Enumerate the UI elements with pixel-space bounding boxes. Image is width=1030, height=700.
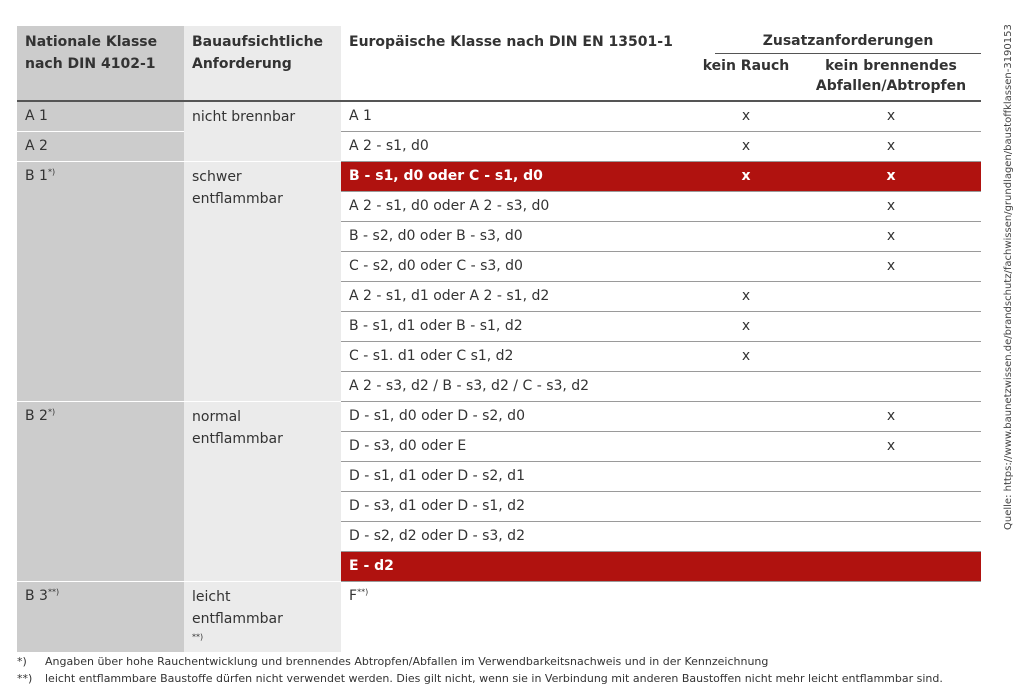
header-national-class: Nationale Klasse nach DIN 4102-1 (17, 26, 184, 101)
no-smoke-mark (691, 522, 801, 552)
footnote-1-mark: *) (17, 655, 27, 668)
no-dripping-mark: x (801, 252, 981, 282)
no-dripping-mark: x (801, 132, 981, 162)
no-smoke-mark (691, 222, 801, 252)
no-dripping-mark: x (801, 222, 981, 252)
national-class-cell (17, 102, 184, 132)
national-class: A 1 (25, 108, 48, 124)
no-dripping-mark (801, 372, 981, 402)
table-row (17, 132, 981, 162)
national-class: A 2 (25, 138, 48, 154)
source-note: Quelle: https://www.baunetzwissen.de/brandschutz/fachwissen/grundlagen/baustoffklassen-3190153 (1003, 24, 1014, 530)
header-european-class: Europäische Klasse nach DIN EN 13501-1 (349, 34, 673, 50)
european-class: C - s1. d1 oder C s1, d2 (349, 348, 514, 364)
no-smoke-mark: x (691, 162, 801, 192)
no-smoke-mark (691, 252, 801, 282)
footnote-1-text: Angaben über hohe Rauchentwicklung und brennendes Abtropfen/Abfallen im Verwendbarkeitsnachweis und in der Kennzeichnung (45, 655, 769, 668)
no-dripping-mark (801, 522, 981, 552)
footnote-marker: **) (47, 587, 60, 597)
no-dripping-mark (801, 492, 981, 522)
european-class-cell (341, 222, 691, 252)
european-class-cell (341, 552, 691, 582)
header-no-smoke: kein Rauch (702, 58, 790, 75)
national-class: B 3 (25, 588, 48, 604)
national-class-cell (17, 162, 184, 402)
no-smoke-mark (691, 192, 801, 222)
footnote-marker: *) (47, 407, 56, 417)
no-smoke-mark (691, 372, 801, 402)
national-class: B 1 (25, 168, 48, 184)
no-dripping-mark (801, 342, 981, 372)
european-class: D - s3, d1 oder D - s1, d2 (349, 498, 525, 514)
header-additional-requirements: Zusatzanforderungen (715, 26, 981, 54)
requirement-line: nicht brennbar (192, 109, 296, 125)
european-class: C - s2, d0 oder C - s3, d0 (349, 258, 523, 274)
footnote-2-mark: **) (17, 672, 33, 685)
european-class: D - s3, d0 oder E (349, 438, 467, 454)
footnote-marker: **) (357, 587, 369, 597)
european-class: D - s1, d1 oder D - s2, d1 (349, 468, 525, 484)
no-dripping-mark (801, 462, 981, 492)
requirement-line: entflammbar (192, 191, 283, 207)
european-class-cell (341, 462, 691, 492)
european-class: B - s1, d1 oder B - s1, d2 (349, 318, 523, 334)
european-class-cell (341, 372, 691, 402)
european-class: A 2 - s1, d0 (349, 138, 429, 154)
no-smoke-mark (691, 402, 801, 432)
no-dripping-mark: x (801, 432, 981, 462)
footnote-marker: *) (47, 167, 56, 177)
table-row (17, 102, 981, 132)
no-dripping-mark (801, 552, 981, 582)
european-class-cell (341, 312, 691, 342)
no-smoke-mark: x (691, 312, 801, 342)
requirement-line: normal (192, 409, 242, 425)
no-dripping-mark: x (801, 192, 981, 222)
header-additional-requirements-cell (691, 26, 981, 56)
european-class-cell (341, 192, 691, 222)
table-row (17, 402, 981, 432)
requirement-line-wrap (192, 608, 341, 652)
fire-class-table (17, 26, 981, 653)
european-class: A 2 - s1, d1 oder A 2 - s1, d2 (349, 288, 550, 304)
national-class: B 2 (25, 408, 48, 424)
requirement-cell (184, 582, 341, 653)
national-class-cell (17, 582, 184, 653)
no-smoke-mark (691, 462, 801, 492)
table-row (17, 162, 981, 192)
requirement-cell (184, 162, 341, 402)
requirement-cell (184, 402, 341, 582)
no-dripping-mark (801, 312, 981, 342)
european-class-cell (341, 522, 691, 552)
european-class-cell (341, 282, 691, 312)
no-dripping-mark: x (801, 102, 981, 132)
no-dripping-mark (801, 282, 981, 312)
european-class-cell (341, 402, 691, 432)
no-smoke-mark: x (691, 342, 801, 372)
european-class: B - s1, d0 oder C - s1, d0 (349, 168, 543, 184)
requirement-cell (184, 102, 341, 162)
no-smoke-mark: x (691, 132, 801, 162)
footnote-2 (17, 672, 943, 685)
european-class: B - s2, d0 oder B - s3, d0 (349, 228, 523, 244)
no-smoke-mark: x (691, 282, 801, 312)
european-class-cell (341, 492, 691, 522)
no-smoke-mark (691, 552, 801, 582)
european-class-cell (341, 132, 691, 162)
no-smoke-mark (691, 582, 801, 653)
european-class-cell (341, 162, 691, 192)
header-no-dripping: kein brennendes Abfallen/Abtropfen (815, 58, 967, 95)
no-dripping-mark: x (801, 162, 981, 192)
requirement-line: leicht (192, 589, 231, 605)
no-smoke-mark: x (691, 102, 801, 132)
fire-class-table-container (17, 26, 981, 653)
european-class: E - d2 (349, 558, 394, 574)
table-row (17, 582, 981, 653)
header-building-requirement: Bauaufsichtliche Anforderung (184, 26, 341, 101)
national-class-cell (17, 402, 184, 582)
requirement-line: schwer (192, 169, 242, 185)
european-class: D - s2, d2 oder D - s3, d2 (349, 528, 525, 544)
footnote-1 (17, 655, 768, 668)
european-class-cell (341, 102, 691, 132)
no-smoke-mark (691, 492, 801, 522)
footnote-marker: **) (192, 632, 204, 642)
no-smoke-mark (691, 432, 801, 462)
requirement-line: entflammbar (192, 431, 283, 447)
european-class: D - s1, d0 oder D - s2, d0 (349, 408, 525, 424)
table-body (17, 101, 981, 653)
european-class: A 2 - s1, d0 oder A 2 - s3, d0 (349, 198, 550, 214)
european-class: A 1 (349, 108, 372, 124)
european-class: F (349, 588, 358, 604)
european-class-cell (341, 252, 691, 282)
european-class-cell (341, 432, 691, 462)
european-class: A 2 - s3, d2 / B - s3, d2 / C - s3, d2 (349, 378, 590, 394)
footnote-2-text: leicht entflammbare Baustoffe dürfen nicht verwendet werden. Dies gilt nicht, wenn sie in Verbindung mit anderen Baustoffen nicht mehr leicht entflammbar sind. (45, 672, 943, 685)
european-class-cell (341, 582, 691, 653)
requirement-line: entflammbar (192, 611, 283, 627)
no-dripping-mark (801, 582, 981, 653)
no-dripping-mark: x (801, 402, 981, 432)
national-class-cell (17, 132, 184, 162)
european-class-cell (341, 342, 691, 372)
